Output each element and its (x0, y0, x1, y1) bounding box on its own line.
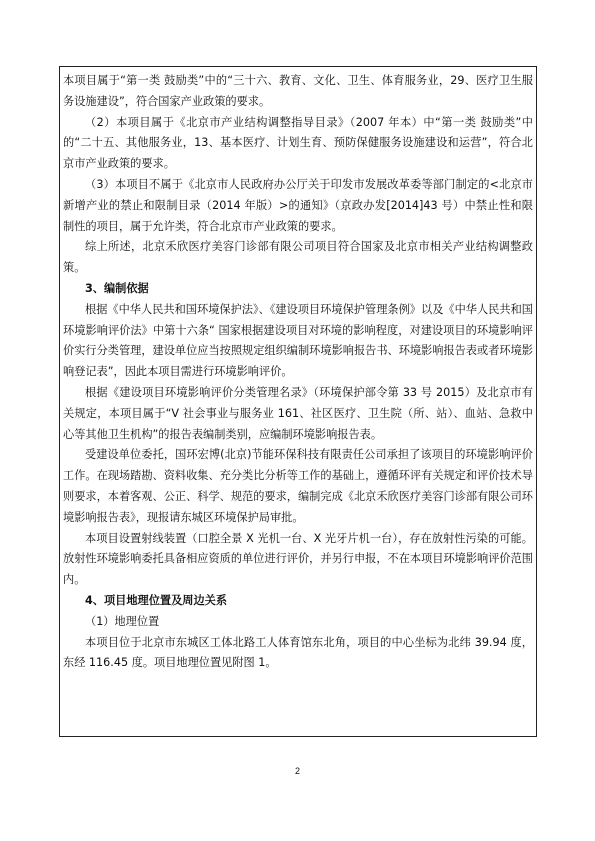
paragraph-location: 本项目位于北京市东城区工体北路工人体育馆东北角，项目的中心坐标为北纬 39.94 度，东经 116.45 度。项目地理位置见附图 1。 (63, 635, 533, 670)
section-heading-basis: 3、编制依据 (85, 281, 149, 295)
document-body (63, 71, 533, 674)
paragraph-law-basis: 根据《中华人民共和国环境保护法》、《建设项目环境保护管理条例》以及《中华人民共和国环境影响评价法》中第十六条“ 国家根据建设项目对环境的影响程度，对建设项目的环境影响评价实行分类管理，建设单位应当按照规定组织编制环境影响报告书、环境影响报告表或者环境影响登记表”，因此本项目需进行环境影响评价。 (63, 302, 533, 379)
paragraph-radiation: 本项目设置射线装置（口腔全景 X 光机一台、X 光牙片机一台），存在放射性污染的可能。放射性环境影响委托具备相应资质的单位进行评价，并另行申报，不在本项目环境影响评价范围内。 (63, 531, 533, 587)
paragraph-industry-policy: 本项目属于“第一类 鼓励类”中的“三十六、教育、文化、卫生、体育服务业，29、医疗卫生服务设施建设”，符合国家产业政策的要求。 (63, 74, 533, 108)
paragraph-beijing-restriction: （3）本项目不属于《北京市人民政府办公厅关于印发市发展改革委等部门制定的<北京市新增产业的禁止和限制目录（2014 年版）>的通知》（京政办发[2014]43 号）中禁止性和限制性的项目，属于允许类，符合北京市产业政策的要求。 (63, 177, 533, 233)
section-heading-location: 4、项目地理位置及周边关系 (85, 593, 228, 607)
subheading-geo-location: （1）地理位置 (85, 614, 160, 628)
paragraph-beijing-structure: （2）本项目属于《北京市产业结构调整指导目录》（2007 年本）中“第一类 鼓励类”中的“二十五、其他服务业，13、基本医疗、计划生育、预防保健服务设施建设和运营”，符合北京市产业政策的要求。 (63, 115, 533, 171)
paragraph-commission: 受建设单位委托，国环宏博(北京)节能环保科技有限责任公司承担了该项目的环境影响评价工作。在现场踏勘、资料收集、充分类比分析等工作的基础上，遵循环评有关规定和评价技术导则要求，本着客观、公正、科学、规范的要求，编制完成《北京禾欣医疗美容门诊部有限公司环境影响报告表》，现报请东城区环境保护局审批。 (63, 448, 533, 524)
page-number: 2 (294, 766, 300, 776)
paragraph-summary: 综上所述，北京禾欣医疗美容门诊部有限公司项目符合国家及北京市相关产业结构调整政策。 (63, 240, 533, 275)
paragraph-classification: 根据《建设项目环境影响评价分类管理名录》（环境保护部令第 33 号 2015）及北京市有关规定，本项目属于“V 社会事业与服务业 161、社区医疗、卫生院（所、站）、血站、急救中心等其他卫生机构”的报告表编制类别，应编制环境影响报告表。 (63, 385, 533, 441)
